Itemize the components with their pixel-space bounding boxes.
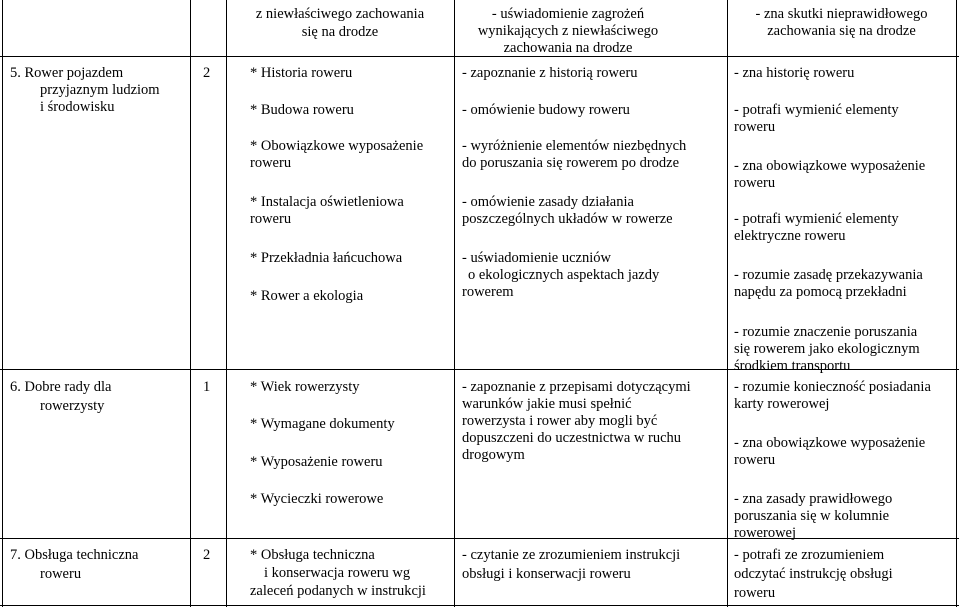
- goal-item: - uświadomienie uczniów: [462, 250, 611, 266]
- outcome-item: karty rowerowej: [734, 396, 830, 412]
- hours-6: 1: [203, 379, 211, 395]
- outcome-item: roweru: [734, 119, 776, 135]
- section-title-5: przyjaznym ludziom: [40, 82, 160, 98]
- outcome-item: się rowerem jako ekologicznym: [734, 341, 920, 357]
- goal-item: obsługi i konserwacji roweru: [462, 566, 631, 582]
- topic-item: roweru: [250, 155, 292, 171]
- topic-item: * Rower a ekologia: [250, 288, 364, 304]
- outcome-item: poruszania się w kolumnie: [734, 508, 890, 524]
- outcome-item: - zna historię roweru: [734, 65, 855, 81]
- goal-item: rowerem: [462, 284, 514, 300]
- goal-item: - zapoznanie z historią roweru: [462, 65, 638, 81]
- goal-item: dopuszczeni do uczestnictwa w ruchu: [462, 430, 682, 446]
- table-border-right: [956, 0, 957, 607]
- topic-item: * Wyposażenie roweru: [250, 454, 383, 470]
- outcome-item: - potrafi wymienić elementy: [734, 211, 899, 227]
- outcome-item: - zna zasady prawidłowego: [734, 491, 893, 507]
- topic-line: się na drodze: [301, 24, 379, 40]
- goal-item: do poruszania się rowerem po drodze: [462, 155, 680, 171]
- outcome-item: napędu za pomocą przekładni: [734, 284, 907, 300]
- outcome-line: zachowania się na drodze: [767, 23, 916, 39]
- hours-5: 2: [203, 65, 211, 81]
- outcome-item: roweru: [734, 452, 776, 468]
- outcome-item: - rozumie znaczenie poruszania: [734, 324, 918, 340]
- outcome-item: - rozumie zasadę przekazywania: [734, 267, 923, 283]
- table-border-col3: [454, 0, 455, 607]
- outcome-item: odczytać instrukcję obsługi: [734, 566, 893, 582]
- goal-item: - wyróżnienie elementów niezbędnych: [462, 138, 687, 154]
- goal-item: - czytanie ze zrozumieniem instrukcji: [462, 547, 681, 563]
- section-title-7: roweru: [40, 566, 82, 582]
- table-border-col1: [190, 0, 191, 607]
- outcome-item: elektryczne roweru: [734, 228, 846, 244]
- table-border-left: [2, 0, 3, 607]
- outcome-item: roweru: [734, 585, 776, 601]
- table-border-col2: [226, 0, 227, 607]
- section-title-5: 5. Rower pojazdem: [10, 65, 124, 81]
- section-title-6: rowerzysty: [40, 398, 105, 414]
- outcome-item: - zna obowiązkowe wyposażenie: [734, 435, 926, 451]
- outcome-item: - zna obowiązkowe wyposażenie: [734, 158, 926, 174]
- topic-item: * Wymagane dokumenty: [250, 416, 395, 432]
- outcome-item: środkiem transportu: [734, 358, 851, 374]
- outcome-line: - zna skutki nieprawidłowego: [755, 6, 928, 22]
- section-title-6: 6. Dobre rady dla: [10, 379, 112, 395]
- outcome-item: rowerowej: [734, 525, 797, 541]
- section-title-7: 7. Obsługa techniczna: [10, 547, 139, 563]
- topic-item: roweru: [250, 211, 292, 227]
- outcome-item: roweru: [734, 175, 776, 191]
- goal-item: - omówienie budowy roweru: [462, 102, 630, 118]
- goal-item: poszczególnych układów w rowerze: [462, 211, 673, 227]
- goal-item: - omówienie zasady działania: [462, 194, 634, 210]
- topic-item: * Wiek rowerzysty: [250, 379, 360, 395]
- topic-line: z niewłaściwego zachowania: [255, 6, 425, 22]
- outcome-item: - rozumie konieczność posiadania: [734, 379, 931, 395]
- goal-item: warunków jakie musi spełnić: [462, 396, 632, 412]
- topic-item: * Wycieczki rowerowe: [250, 491, 384, 507]
- row-divider-7: [0, 538, 959, 539]
- topic-item: * Obowiązkowe wyposażenie: [250, 138, 424, 154]
- goal-item: - zapoznanie z przepisami dotyczącymi: [462, 379, 691, 395]
- goal-item: rowerzysta i rower aby mogli być: [462, 413, 658, 429]
- goal-item: drogowym: [462, 447, 525, 463]
- topic-item: * Instalacja oświetleniowa: [250, 194, 404, 210]
- goal-line: - uświadomienie zagrożeń: [491, 6, 645, 22]
- topic-item: * Obsługa techniczna: [250, 547, 375, 563]
- outcome-item: - potrafi ze zrozumieniem: [734, 547, 885, 563]
- section-title-5: i środowisku: [40, 99, 115, 115]
- goal-line: zachowania na drodze: [503, 40, 633, 56]
- table-border-bottom: [0, 605, 959, 606]
- topic-item: * Budowa roweru: [250, 102, 354, 118]
- goal-line: wynikających z niewłaściwego: [477, 23, 659, 39]
- topic-item: i konserwacja roweru wg: [264, 565, 411, 581]
- topic-item: * Historia roweru: [250, 65, 353, 81]
- goal-item: o ekologicznych aspektach jazdy: [468, 267, 660, 283]
- topic-item: zaleceń podanych w instrukcji: [250, 583, 426, 599]
- outcome-item: - potrafi wymienić elementy: [734, 102, 899, 118]
- table-border-col4: [727, 0, 728, 607]
- topic-item: * Przekładnia łańcuchowa: [250, 250, 403, 266]
- hours-7: 2: [203, 547, 211, 563]
